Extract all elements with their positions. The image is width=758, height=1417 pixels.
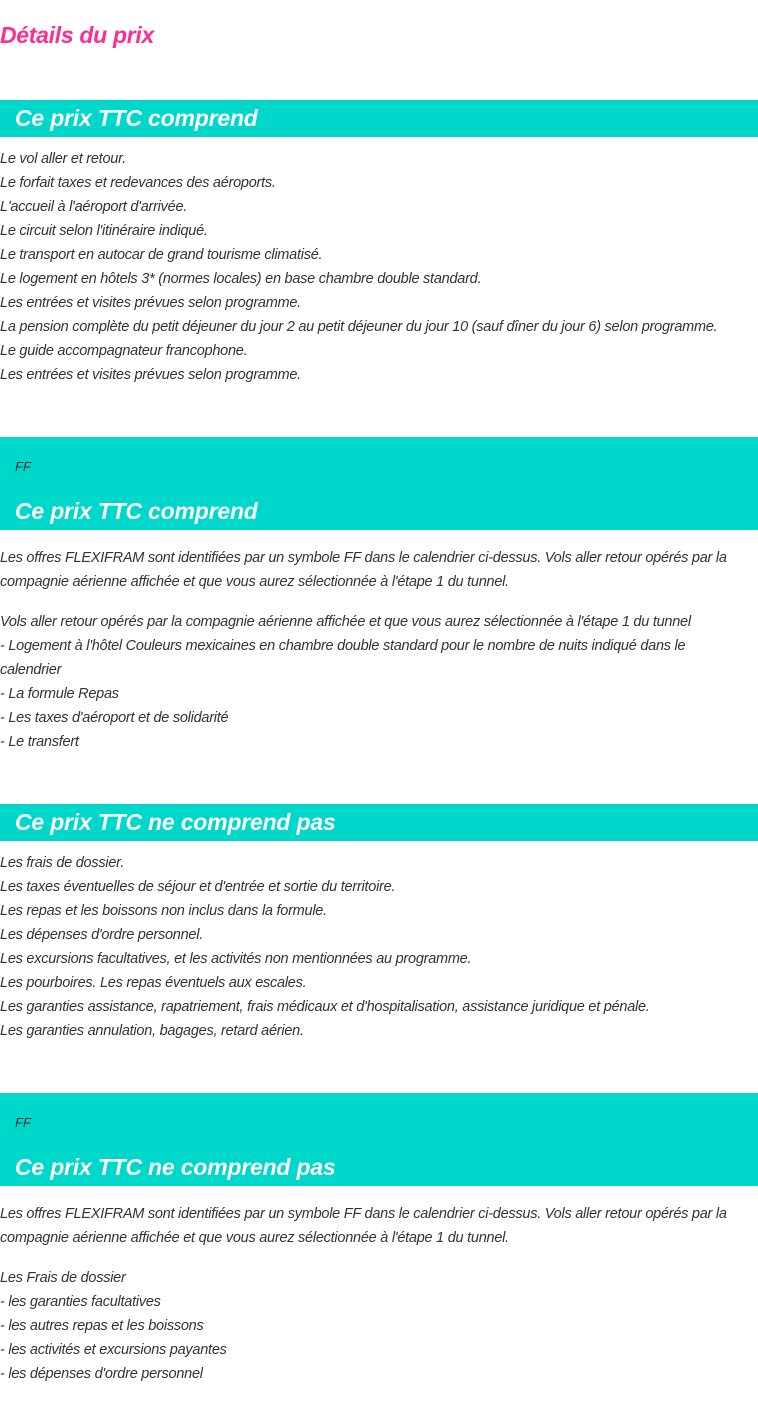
section-header-flexifram-excludes [0,1093,758,1186]
list-item: Les pourboires. Les repas éventuels aux escales. [0,975,307,991]
list-item: Les garanties annulation, bagages, retard aérien. [0,1023,304,1039]
list-item: Le circuit selon l'itinéraire indiqué. [0,223,208,239]
list-item: L'accueil à l'aéroport d'arrivée. [0,199,188,215]
list-item: Vols aller retour opérés par la compagnie aérienne affichée et que vous aurez sélectionnée à l'étape 1 du tunnel [0,614,691,630]
section-title: Ce prix TTC ne comprend pas [15,809,336,835]
list-item: - Les taxes d'aéroport et de solidarité [0,710,229,726]
list-item: Les Frais de dossier [0,1270,126,1286]
list-item: - les dépenses d'ordre personnel [0,1366,203,1382]
list-item: Le guide accompagnateur francophone. [0,343,248,359]
list-item: - les garanties facultatives [0,1294,161,1310]
list-item: Le transport en autocar de grand tourisme climatisé. [0,247,323,263]
section-header-excludes [0,804,758,841]
flexifram-excludes-list [0,1266,750,1386]
list-item: Les frais de dossier. [0,855,124,871]
flexifram-intro [0,546,752,594]
section-title: Ce prix TTC comprend [15,498,258,524]
section-header-flexifram-includes [0,437,758,530]
list-item: - La formule Repas [0,686,119,702]
list-item: - Le transfert [0,734,79,750]
list-item: La pension complète du petit déjeuner du jour 2 au petit déjeuner du jour 10 (sauf dîner du jour 6) selon programme. [0,319,718,335]
flexifram-includes-list [0,610,750,754]
list-item: calendrier [0,662,62,678]
list-item: Le vol aller et retour. [0,151,126,167]
section-title: Ce prix TTC ne comprend pas [15,1154,336,1180]
section-header-includes [0,100,758,137]
intro-line: Les offres FLEXIFRAM sont identifiées par un symbole FF dans le calendrier ci-dessus. Vols aller retour opérés par la [0,550,727,566]
list-item: Les dépenses d'ordre personnel. [0,927,203,943]
list-item: - les autres repas et les boissons [0,1318,204,1334]
list-item: Les entrées et visites prévues selon programme. [0,295,301,311]
intro-line: compagnie aérienne affichée et que vous aurez sélectionnée à l'étape 1 du tunnel. [0,574,509,590]
list-item: Les garanties assistance, rapatriement, frais médicaux et d'hospitalisation, assistance juridique et pénale. [0,999,650,1015]
list-item: Les entrées et visites prévues selon programme. [0,367,301,383]
includes-list [0,147,750,387]
list-item: Le forfait taxes et redevances des aéroports. [0,175,276,191]
page-title: Détails du prix [0,22,154,48]
flexifram-intro [0,1202,752,1250]
flexifram-code: FF [15,1115,31,1130]
intro-line: Les offres FLEXIFRAM sont identifiées par un symbole FF dans le calendrier ci-dessus. Vols aller retour opérés par la [0,1206,727,1222]
section-title: Ce prix TTC comprend [15,105,258,131]
intro-line: compagnie aérienne affichée et que vous aurez sélectionnée à l'étape 1 du tunnel. [0,1230,509,1246]
list-item: Le logement en hôtels 3* (normes locales) en base chambre double standard. [0,271,482,287]
list-item: Les taxes éventuelles de séjour et d'entrée et sortie du territoire. [0,879,396,895]
list-item: Les repas et les boissons non inclus dans la formule. [0,903,327,919]
list-item: - Logement à l'hôtel Couleurs mexicaines en chambre double standard pour le nombre de nuits indiqué dans le [0,638,686,654]
excludes-list [0,851,750,1043]
flexifram-code: FF [15,459,31,474]
list-item: Les excursions facultatives, et les activités non mentionnées au programme. [0,951,472,967]
list-item: - les activités et excursions payantes [0,1342,227,1358]
